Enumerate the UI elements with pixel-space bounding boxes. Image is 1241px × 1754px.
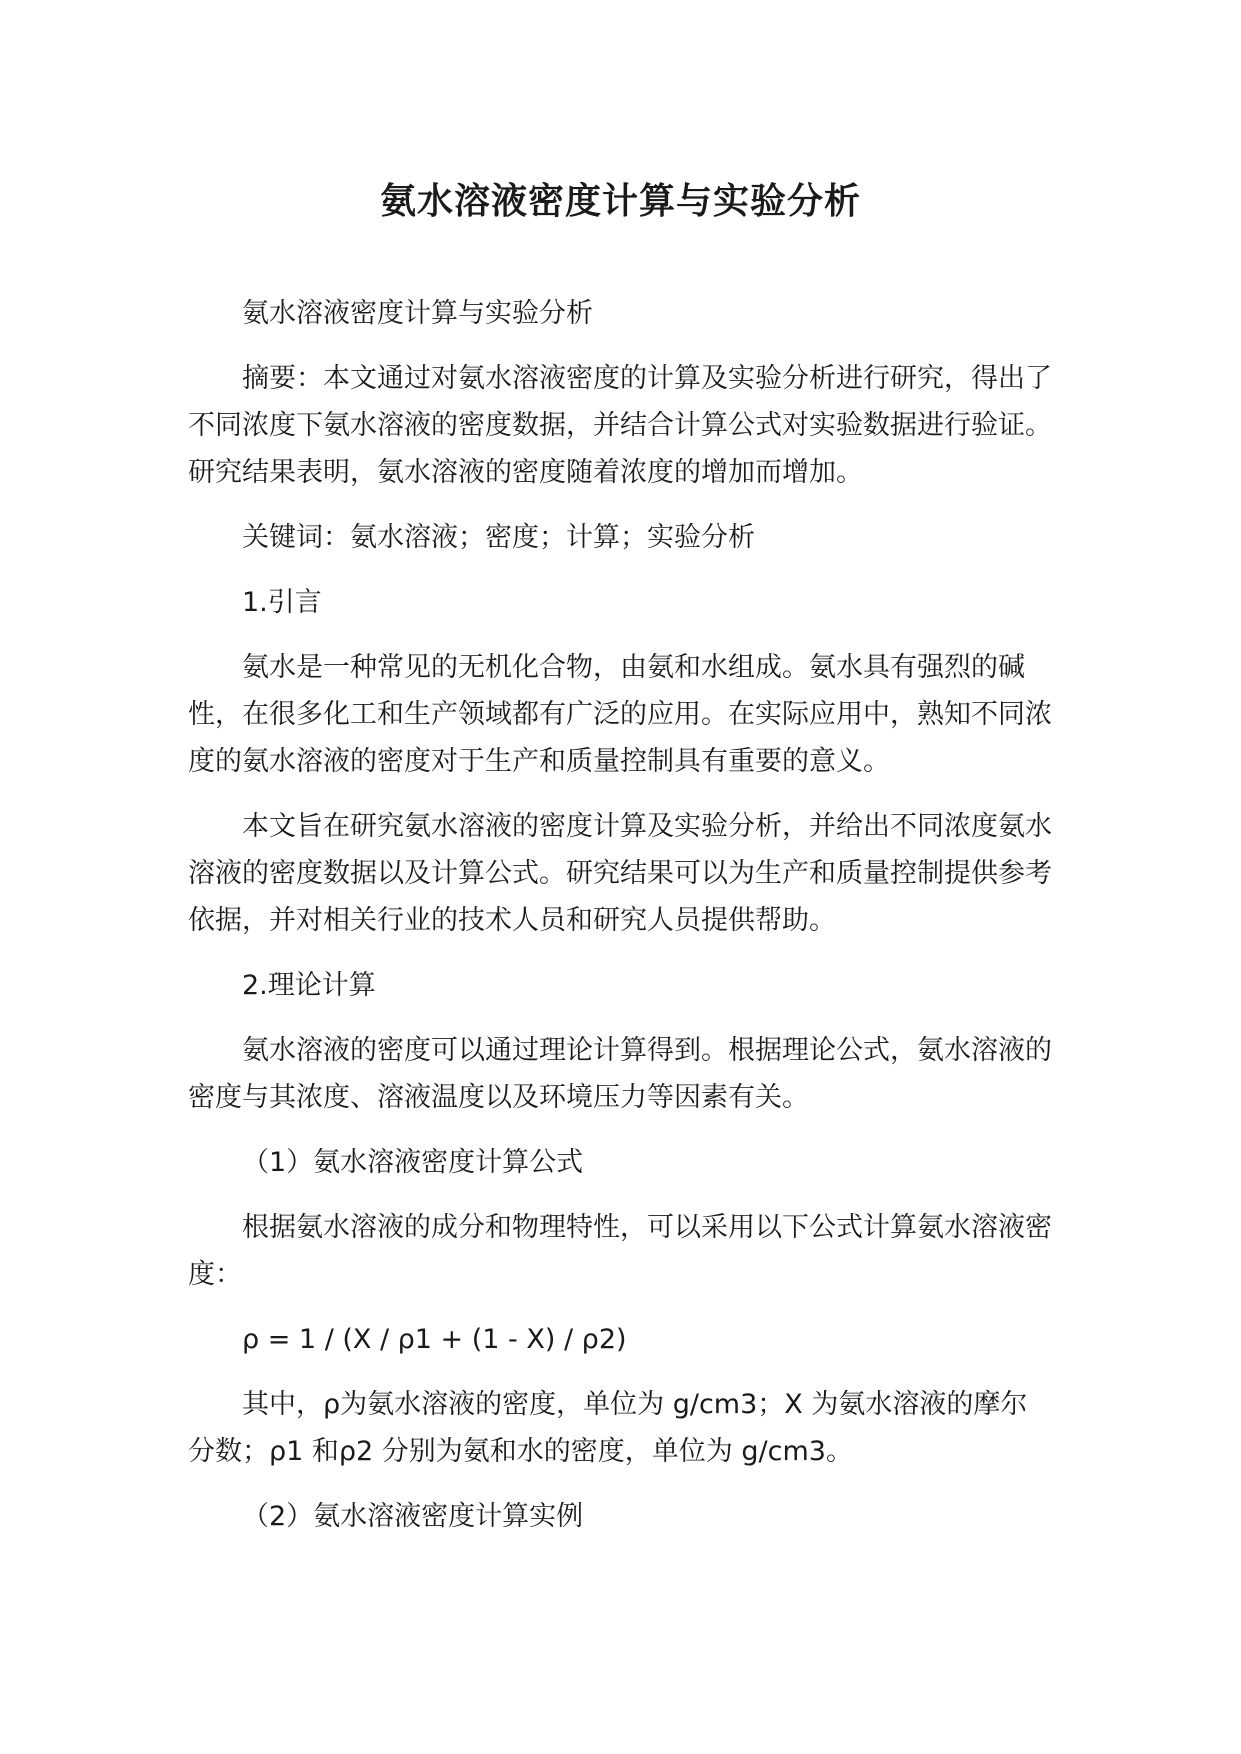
formula-intro-paragraph: 根据氨水溶液的成分和物理特性，可以采用以下公式计算氨水溶液密度： [188,1212,1052,1290]
abstract-paragraph: 摘要：本文通过对氨水溶液密度的计算及实验分析进行研究，得出了不同浓度下氨水溶液的密度数据，并结合计算公式对实验数据进行验证。研究结果表明，氨水溶液的密度随着浓度的增加而增加。 [188,363,1052,488]
intro-paragraph-1: 氨水是一种常见的无机化合物，由氨和水组成。氨水具有强烈的碱性，在很多化工和生产领域都有广泛的应用。在实际应用中，熟知不同浓度的氨水溶液的密度对于生产和质量控制具有重要的意义。 [188,652,1052,777]
subsection-heading-example: （2）氨水溶液密度计算实例 [242,1501,584,1532]
document-title: 氨水溶液密度计算与实验分析 [379,181,861,222]
section-heading-theory: 2.理论计算 [242,970,376,1001]
theory-paragraph: 氨水溶液的密度可以通过理论计算得到。根据理论公式，氨水溶液的密度与其浓度、溶液温度以及环境压力等因素有关。 [188,1035,1052,1113]
formula-explanation-paragraph: 其中，ρ为氨水溶液的密度，单位为 g/cm3；X 为氨水溶液的摩尔分数；ρ1 和ρ2 分别为氨和水的密度，单位为 g/cm3。 [188,1389,1028,1467]
document-body [188,290,1054,1558]
intro-paragraph-2: 本文旨在研究氨水溶液的密度计算及实验分析，并给出不同浓度氨水溶液的密度数据以及计算公式。研究结果可以为生产和质量控制提供参考依据，并对相关行业的技术人员和研究人员提供帮助。 [188,811,1052,936]
subtitle-paragraph: 氨水溶液密度计算与实验分析 [242,298,593,329]
density-formula: ρ = 1 / (X / ρ1 + (1 - X) / ρ2) [242,1324,627,1355]
keywords-paragraph: 关键词：氨水溶液；密度；计算；实验分析 [242,522,755,553]
subsection-heading-formula: （1）氨水溶液密度计算公式 [242,1147,584,1178]
section-heading-introduction: 1.引言 [242,587,322,618]
